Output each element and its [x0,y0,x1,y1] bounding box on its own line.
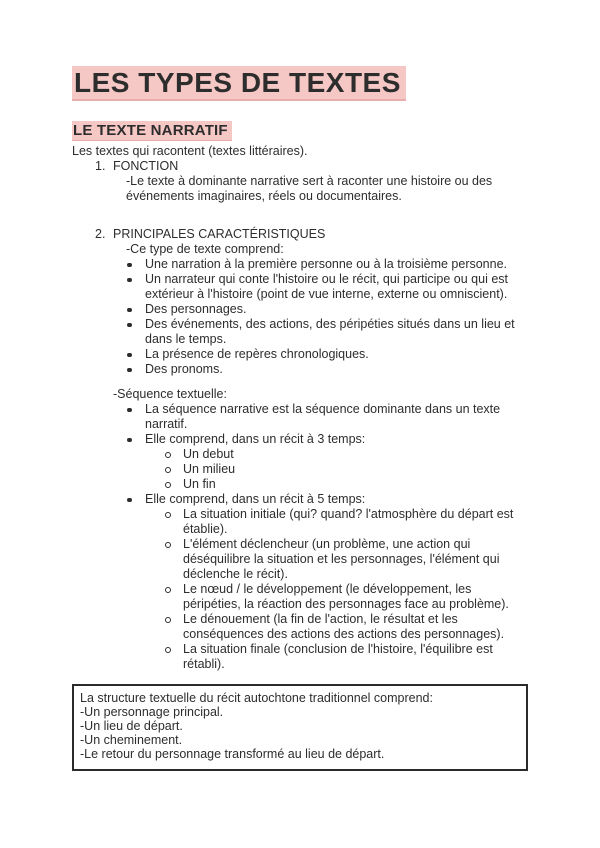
fonction-content [113,159,528,227]
box-line: La structure textuelle du récit autochtone traditionnel comprend: [80,691,433,705]
recit-3-temps-list [160,447,528,492]
list-item: Une narration à la première personne ou à la troisième personne. [122,257,528,272]
list-item-text: Elle comprend, dans un récit à 5 temps: [145,492,366,506]
page-title [72,66,528,101]
spacer [95,387,113,402]
list-item: Des pronoms. [122,362,528,377]
box-line: -Le retour du personnage transformé au lieu de départ. [80,747,385,761]
list-item: Un milieu [160,462,528,477]
item-number: 1. [95,159,106,173]
list-item: La présence de repères chronologiques. [122,347,528,362]
section-heading-texte-narratif [72,121,528,141]
recit-5-temps-list [160,507,528,672]
sequence-lead-row [95,387,528,402]
list-item: Le dénouement (la fin de l'action, le résultat et les conséquences des actions des actions des personnages). [160,612,528,642]
numbered-item-caracteristiques [95,227,528,257]
fonction-body: -Le texte à dominante narrative sert à raconter une histoire ou des événements imaginaires, réels ou documentaires. [126,174,493,203]
section-intro: Les textes qui racontent (textes littéraires). [72,144,308,158]
list-item: Un debut [160,447,528,462]
list-item: Le nœud / le développement (le développement, les péripéties, la réaction des personnages face au problème). [160,582,528,612]
sequence-list [122,402,528,672]
item-number: 2. [95,227,106,241]
list-item: La situation finale (conclusion de l'histoire, l'équilibre est rétabli). [160,642,528,672]
sequence-lead: -Séquence textuelle: [113,387,227,401]
sequence-textuelle-block [72,387,528,672]
list-item [122,492,528,672]
section-heading-highlight: LE TEXTE NARRATIF [72,121,232,141]
list-item: La situation initiale (qui? quand? l'atmosphère du départ est établie). [160,507,528,537]
caracteristiques-list [122,257,528,377]
caracteristiques-lead: -Ce type de texte comprend: [126,242,284,256]
list-item: La séquence narrative est la séquence dominante dans un texte narratif. [122,402,528,432]
structure-recit-autochtone-box [72,684,528,771]
fonction-label: FONCTION [113,159,179,173]
box-line: -Un cheminement. [80,733,183,747]
list-item-text: Elle comprend, dans un récit à 3 temps: [145,432,366,446]
list-item: Des personnages. [122,302,528,317]
numbered-item-fonction [95,159,528,227]
box-line: -Un lieu de départ. [80,719,183,733]
caracteristiques-label: PRINCIPALES CARACTÉRISTIQUES [113,227,326,241]
box-line: -Un personnage principal. [80,705,224,719]
list-item: L'élément déclencheur (un problème, une action qui déséquilibre la situation et les personnages, l'élément qui déclenche le récit). [160,537,528,582]
list-item: Un narrateur qui conte l'histoire ou le récit, qui participe ou qui est extérieur à l'histoire (point de vue interne, externe ou omniscient). [122,272,528,302]
page-title-highlight: LES TYPES DE TEXTES [72,66,406,101]
list-item [122,432,528,492]
list-item: Des événements, des actions, des péripéties situés dans un lieu et dans le temps. [122,317,528,347]
caracteristiques-content [113,227,528,257]
list-item: Un fin [160,477,528,492]
